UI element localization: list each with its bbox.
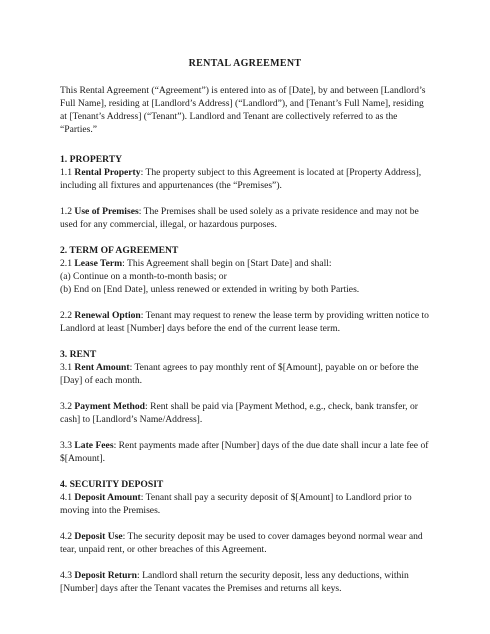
document-title: RENTAL AGREEMENT (188, 58, 302, 69)
clause-text: : Rent shall be paid via [Payment Method, e.g., check, bank transfer, or cash] to [Landlord’s Name/Address]. (60, 401, 418, 425)
clause-text: : The security deposit may be used to cover damages beyond normal wear and tear, unpaid rent, or other breaches of this Agreement. (60, 531, 423, 555)
section-rent (60, 348, 430, 465)
clause-term: Lease Term (74, 258, 123, 269)
section-property (60, 153, 430, 231)
clause-term: Rent Amount (74, 362, 130, 373)
clause-4-1 (60, 491, 430, 517)
clause-2-2 (60, 309, 430, 335)
clause-number: 3.2 (60, 401, 75, 412)
clause-option-a: (a) Continue on a month-to-month basis; or (60, 271, 227, 282)
section-deposit (60, 478, 430, 595)
clause-number: 4.2 (60, 531, 75, 542)
clause-number: 4.3 (60, 570, 75, 581)
clause-3-3 (60, 439, 430, 465)
section-term (60, 244, 430, 335)
clause-2-1 (60, 257, 430, 270)
clause-text: : This Agreement shall begin on [Start Date] and shall: (122, 258, 332, 269)
section-heading: 4. SECURITY DEPOSIT (60, 479, 164, 490)
clause-text: : The property subject to this Agreement is located at [Property Address], including all fixtures and appurtenances (the “Premises”). (60, 167, 422, 191)
clause-3-2 (60, 400, 430, 426)
clause-text: : Tenant may request to renew the lease term by providing written notice to Landlord at least [Number] days before the end of the current lease term. (60, 310, 429, 334)
clause-text: : The Premises shall be used solely as a private residence and may not be used for any commercial, illegal, or hazardous purposes. (60, 206, 419, 230)
clause-term: Renewal Option (74, 310, 141, 321)
clause-term: Late Fees (74, 440, 114, 451)
clause-4-2 (60, 530, 430, 556)
clause-number: 1.1 (60, 167, 75, 178)
clause-number: 2.1 (60, 258, 75, 269)
clause-term: Deposit Use (74, 531, 123, 542)
clause-text: : Rent payments made after [Number] days of the due date shall incur a late fee of $[Amount]. (60, 440, 429, 464)
section-heading: 2. TERM OF AGREEMENT (60, 245, 179, 256)
clause-number: 1.2 (60, 206, 75, 217)
clause-1-2 (60, 205, 430, 231)
clause-text: : Tenant shall pay a security deposit of $[Amount] to Landlord prior to moving into the Premises. (60, 492, 412, 516)
intro-paragraph: This Rental Agreement (“Agreement”) is entered into as of [Date], by and between [Landlord’s Full Name], residing at [Landlord’s Address] (“Landlord”), and [Tenant’s Full Name], residing at [Tenant’s Address] (“Tenant”). Landlord and Tenant are collectively referred to as the “Parties.” (60, 85, 426, 135)
clause-text: : Landlord shall return the security deposit, less any deductions, within [Number] days after the Tenant vacates the Premises and returns all keys. (60, 570, 409, 594)
section-heading: 1. PROPERTY (60, 154, 123, 165)
clause-term: Deposit Amount (74, 492, 141, 503)
clause-term: Rental Property (74, 167, 141, 178)
clause-1-1 (60, 166, 430, 192)
clause-4-3 (60, 569, 430, 595)
clause-number: 4.1 (60, 492, 75, 503)
section-heading: 3. RENT (60, 349, 97, 360)
clause-number: 3.3 (60, 440, 75, 451)
clause-option-b: (b) End on [End Date], unless renewed or extended in writing by both Parties. (60, 284, 360, 295)
clause-term: Use of Premises (74, 206, 139, 217)
clause-term: Deposit Return (74, 570, 138, 581)
clause-number: 2.2 (60, 310, 75, 321)
clause-3-1 (60, 361, 430, 387)
clause-number: 3.1 (60, 362, 75, 373)
clause-text: : Tenant agrees to pay monthly rent of $[Amount], payable on or before the [Day] of each month. (60, 362, 419, 386)
clause-term: Payment Method (74, 401, 145, 412)
